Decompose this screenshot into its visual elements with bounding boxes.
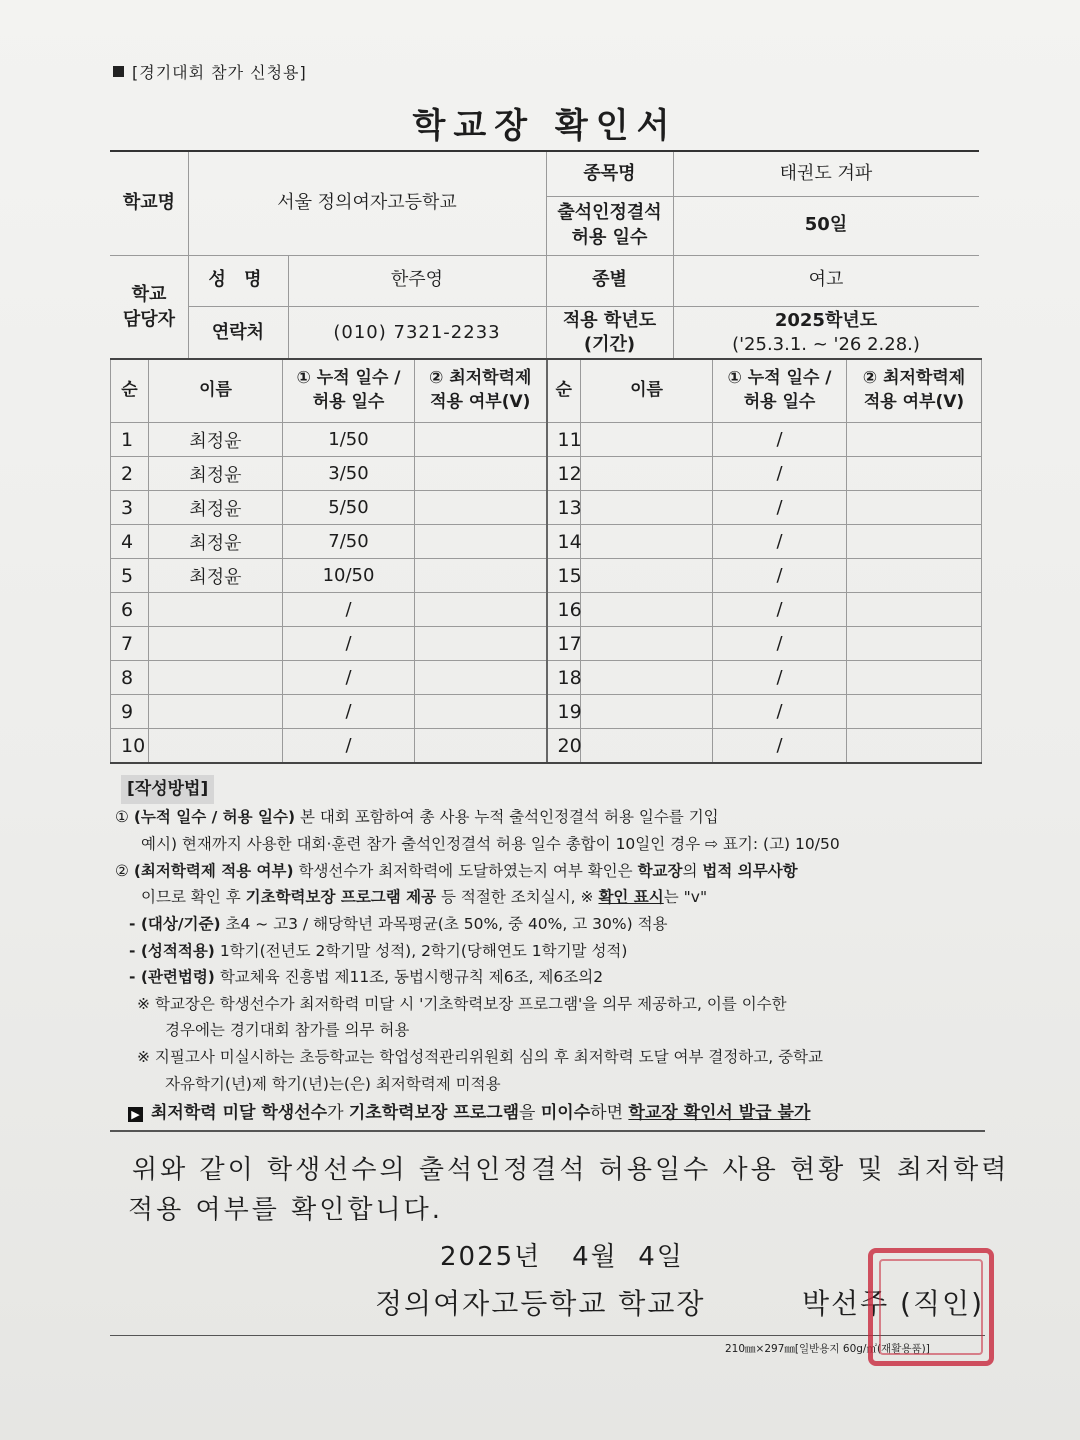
- instructions-section: [115, 775, 985, 1097]
- days-used: /: [283, 593, 415, 627]
- row-number: 15: [547, 559, 581, 593]
- header-info-table: [110, 150, 979, 360]
- confirmation-line-2: 적용 여부를 확인합니다.: [128, 1195, 443, 1226]
- final-warning: ▶ 최저학력 미달 학생선수가 기초학력보장 프로그램을 미이수하면 학교장 확인서 발급 불가: [128, 1098, 810, 1123]
- days-used: 7/50: [283, 525, 415, 559]
- student-name: [581, 525, 713, 559]
- days-used: /: [713, 593, 847, 627]
- arrow-box-icon: ▶: [128, 1107, 143, 1122]
- min-academic-check: [415, 695, 547, 729]
- row-number: 10: [111, 729, 149, 764]
- note-1-example: 예시) 현재까지 사용한 대회·훈련 참가 출석인정결석 허용 일수 총합이 10일인 경우 ⇨ 표기: (고) 10/50: [141, 834, 840, 853]
- table-row: [111, 457, 982, 491]
- min-academic-check: [415, 661, 547, 695]
- detail-law: - (관련법령) 학교체육 진흥법 제11조, 동법시행규칙 제6조, 제6조의2: [129, 968, 604, 987]
- days-used: /: [713, 525, 847, 559]
- special-note-1-line-2: 경우에는 경기대회 참가를 의무 허용: [165, 1021, 410, 1040]
- days-used: /: [713, 661, 847, 695]
- divider-top: [110, 1130, 985, 1132]
- issuer-title: 정의여자고등학교 학교장: [375, 1287, 706, 1320]
- min-academic-check: [847, 661, 982, 695]
- student-name: [581, 661, 713, 695]
- contact-person-label: 학교 담당자: [122, 284, 176, 330]
- min-academic-check: [847, 593, 982, 627]
- col-header-name: 이름: [149, 359, 283, 423]
- allowed-days-label: 출석인정결석 허용 일수: [557, 202, 662, 248]
- form-type-text: [경기대회 참가 신청용]: [132, 63, 307, 82]
- school-name-label: 학교명: [122, 192, 176, 214]
- note-2: ② (최저학력제 적용 여부) 학생선수가 최저학력에 도달하였는지 여부 확인은 학교장의 법적 의무사항: [115, 861, 798, 880]
- student-name: 최정윤: [149, 423, 283, 457]
- table-row: [111, 423, 982, 457]
- student-name: [581, 559, 713, 593]
- year-period: ('25.3.1. ~ '26 2.28.): [732, 334, 920, 355]
- row-number: 19: [547, 695, 581, 729]
- row-number: 3: [111, 491, 149, 525]
- min-academic-check: [847, 525, 982, 559]
- table-row: [111, 627, 982, 661]
- row-number: 5: [111, 559, 149, 593]
- student-name: [581, 457, 713, 491]
- name-value: 한주영: [390, 269, 444, 291]
- table-row: [111, 729, 982, 764]
- year-value: 2025학년도: [774, 309, 878, 331]
- col-header-no-2: 순: [547, 359, 581, 423]
- row-number: 20: [547, 729, 581, 764]
- days-used: /: [713, 491, 847, 525]
- divider-bottom: [110, 1335, 985, 1336]
- student-name: [149, 627, 283, 661]
- confirmation-line-1: 위와 같이 학생선수의 출석인정결석 허용일수 사용 현황 및 최저학력: [132, 1155, 1010, 1185]
- min-academic-check: [847, 627, 982, 661]
- col-header-days-2: ① 누적 일수 / 허용 일수: [713, 359, 847, 423]
- row-number: 4: [111, 525, 149, 559]
- row-number: 14: [547, 525, 581, 559]
- row-number: 8: [111, 661, 149, 695]
- min-academic-check: [415, 423, 547, 457]
- square-bullet-icon: [113, 66, 124, 77]
- student-name: 최정윤: [149, 559, 283, 593]
- school-name-value: 서울 정의여자고등학교: [277, 192, 457, 214]
- special-note-2-line-2: 자유학기(년)제 학기(년)는(은) 최저학력제 미적용: [165, 1074, 501, 1093]
- days-used: /: [283, 627, 415, 661]
- min-academic-check: [415, 593, 547, 627]
- principal-name: 박선주 (직인): [802, 1287, 984, 1320]
- form-type-tag: [113, 60, 307, 83]
- phone-value: (010) 7321-2233: [333, 321, 501, 343]
- row-number: 9: [111, 695, 149, 729]
- name-label: 성 명: [208, 269, 268, 291]
- phone-label: 연락처: [211, 321, 265, 343]
- table-row: [111, 593, 982, 627]
- min-academic-check: [415, 559, 547, 593]
- min-academic-check: [415, 491, 547, 525]
- table-row: [111, 559, 982, 593]
- days-used: /: [713, 559, 847, 593]
- col-header-check-2: ② 최저학력제 적용 여부(V): [847, 359, 982, 423]
- row-number: 12: [547, 457, 581, 491]
- row-number: 17: [547, 627, 581, 661]
- days-used: 3/50: [283, 457, 415, 491]
- min-academic-check: [847, 491, 982, 525]
- row-number: 1: [111, 423, 149, 457]
- min-academic-check: [847, 695, 982, 729]
- days-used: /: [713, 457, 847, 491]
- col-header-days: ① 누적 일수 / 허용 일수: [283, 359, 415, 423]
- days-used: 5/50: [283, 491, 415, 525]
- days-used: /: [713, 729, 847, 764]
- student-name: [581, 593, 713, 627]
- special-note-2: ※ 지필고사 미실시하는 초등학교는 학업성적관리위원회 심의 후 최저학력 도달 여부 결정하고, 중학교: [137, 1048, 824, 1067]
- table-row: [111, 525, 982, 559]
- student-name: [149, 593, 283, 627]
- student-name: 최정윤: [149, 457, 283, 491]
- allowed-days-value: 50일: [804, 214, 848, 236]
- days-used: 1/50: [283, 423, 415, 457]
- table-body: [111, 423, 982, 764]
- event-value: 태권도 겨파: [779, 162, 873, 184]
- student-name: [581, 423, 713, 457]
- days-used: 10/50: [283, 559, 415, 593]
- days-used: /: [713, 423, 847, 457]
- row-number: 16: [547, 593, 581, 627]
- col-header-no: 순: [111, 359, 149, 423]
- col-header-name-2: 이름: [581, 359, 713, 423]
- days-used: /: [283, 661, 415, 695]
- min-academic-check: [415, 729, 547, 764]
- min-academic-check: [847, 559, 982, 593]
- event-label: 종목명: [583, 162, 636, 184]
- row-number: 2: [111, 457, 149, 491]
- student-name: 최정윤: [149, 491, 283, 525]
- note-2-line-2: 이므로 확인 후 기초학력보장 프로그램 제공 등 적절한 조치실시, ※ 확인 표시는 "v": [141, 888, 708, 907]
- type-label: 종별: [592, 269, 627, 291]
- student-name: [581, 627, 713, 661]
- table-row: [111, 661, 982, 695]
- student-name: [149, 661, 283, 695]
- days-used: /: [713, 695, 847, 729]
- paper-spec-footer: 210㎜×297㎜[일반용지 60g/㎡(재활용품)]: [725, 1343, 930, 1355]
- year-value-cell: [673, 306, 979, 360]
- official-seal-stamp: [868, 1248, 994, 1366]
- student-name: [581, 729, 713, 764]
- table-row: [111, 695, 982, 729]
- row-number: 6: [111, 593, 149, 627]
- min-academic-check: [415, 457, 547, 491]
- min-academic-check: [847, 423, 982, 457]
- issue-date: 2025년 4월 4일: [440, 1242, 684, 1272]
- special-note-1: ※ 학교장은 학생선수가 최저학력 미달 시 '기초학력보장 프로그램'을 의무 제공하고, 이를 이수한: [137, 994, 787, 1013]
- note-1: ① (누적 일수 / 허용 일수) 본 대회 포함하여 총 사용 누적 출석인정결석 허용 일수를 기입: [115, 808, 719, 827]
- row-number: 18: [547, 661, 581, 695]
- student-name: [149, 729, 283, 764]
- days-used: /: [283, 729, 415, 764]
- confirmation-statement: [128, 1150, 1010, 1231]
- student-name: 최정윤: [149, 525, 283, 559]
- row-number: 13: [547, 491, 581, 525]
- days-used: /: [713, 627, 847, 661]
- row-number: 7: [111, 627, 149, 661]
- row-number: 11: [547, 423, 581, 457]
- table-row: [111, 491, 982, 525]
- min-academic-check: [847, 729, 982, 764]
- student-name: [581, 491, 713, 525]
- year-label: 적용 학년도 (기간): [562, 309, 657, 355]
- detail-target: - (대상/기준) 초4 ~ 고3 / 해당학년 과목평균(초 50%, 중 40%, 고 30%) 적용: [129, 914, 668, 933]
- min-academic-check: [847, 457, 982, 491]
- document-title: 학교장 확인서: [412, 106, 678, 146]
- detail-grades: - (성적적용) 1학기(전년도 2학기말 성적), 2학기(당해연도 1학기말 성적): [129, 941, 628, 960]
- instructions-heading: [작성방법]: [121, 775, 214, 804]
- days-used: /: [283, 695, 415, 729]
- type-value: 여고: [808, 269, 844, 291]
- table-header-row: [111, 359, 982, 423]
- student-name: [581, 695, 713, 729]
- min-academic-check: [415, 525, 547, 559]
- student-name: [149, 695, 283, 729]
- min-academic-check: [415, 627, 547, 661]
- col-header-check: ② 최저학력제 적용 여부(V): [415, 359, 547, 423]
- usage-table: [110, 358, 982, 764]
